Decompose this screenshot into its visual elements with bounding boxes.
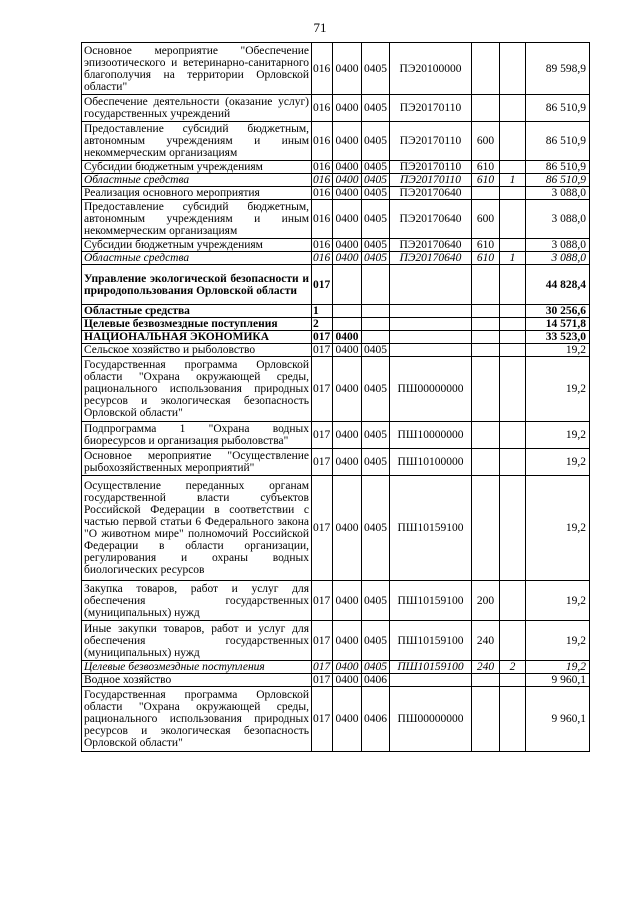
section-code-cell: 0400 — [333, 344, 362, 357]
section-code-cell: 0400 — [333, 621, 362, 661]
target-article-cell: ПШ10159100 — [390, 621, 472, 661]
expense-type-cell: 600 — [472, 122, 500, 161]
amount-cell: 89 598,9 — [526, 43, 590, 95]
target-article-cell: ПЭ20170640 — [390, 187, 472, 200]
target-article-cell: ПЭ20170110 — [390, 161, 472, 174]
expense-type-cell — [472, 305, 500, 318]
subsection-code-cell: 0405 — [362, 187, 390, 200]
target-article-cell: ПШ10159100 — [390, 581, 472, 621]
row-name-cell: Закупка товаров, работ и услуг для обеспечения государственных (муниципальных) нужд — [82, 581, 312, 621]
section-code-cell: 0400 — [333, 687, 362, 752]
target-article-cell: ПЭ20170640 — [390, 239, 472, 252]
funding-source-cell — [500, 581, 526, 621]
table-row — [82, 581, 590, 621]
subsection-code-cell: 0406 — [362, 674, 390, 687]
funding-source-cell — [500, 422, 526, 449]
ved-code-cell: 017 — [312, 661, 333, 674]
subsection-code-cell: 0405 — [362, 161, 390, 174]
expense-type-cell — [472, 318, 500, 331]
subsection-code-cell — [362, 265, 390, 305]
ved-code-cell: 2 — [312, 318, 333, 331]
table-row — [82, 43, 590, 95]
row-name-cell: Основное мероприятие "Осуществление рыбохозяйственных мероприятий" — [82, 449, 312, 476]
row-name-cell: Подпрограмма 1 "Охрана водных биоресурсов и организация рыболовства" — [82, 422, 312, 449]
amount-cell: 19,2 — [526, 344, 590, 357]
target-article-cell — [390, 331, 472, 344]
row-name-cell: Целевые безвозмездные поступления — [82, 318, 312, 331]
expense-type-cell: 610 — [472, 252, 500, 265]
amount-cell: 14 571,8 — [526, 318, 590, 331]
section-code-cell: 0400 — [333, 422, 362, 449]
section-code-cell — [333, 305, 362, 318]
target-article-cell: ПЭ20170640 — [390, 200, 472, 239]
section-code-cell: 0400 — [333, 174, 362, 187]
ved-code-cell: 017 — [312, 265, 333, 305]
funding-source-cell — [500, 161, 526, 174]
section-code-cell: 0400 — [333, 331, 362, 344]
table-row — [82, 305, 590, 318]
ved-code-cell: 016 — [312, 122, 333, 161]
row-name-cell: Государственная программа Орловской области "Охрана окружающей среды, рационального использования природных ресурсов и экологическая безопасность Орловской области" — [82, 687, 312, 752]
table-row — [82, 687, 590, 752]
section-code-cell: 0400 — [333, 187, 362, 200]
row-name-cell: Областные средства — [82, 174, 312, 187]
expense-type-cell — [472, 344, 500, 357]
amount-cell: 3 088,0 — [526, 187, 590, 200]
table-row — [82, 95, 590, 122]
subsection-code-cell: 0405 — [362, 344, 390, 357]
row-name-cell: Субсидии бюджетным учреждениям — [82, 161, 312, 174]
target-article-cell: ПЭ20170640 — [390, 252, 472, 265]
target-article-cell — [390, 344, 472, 357]
target-article-cell: ПШ10100000 — [390, 449, 472, 476]
amount-cell: 9 960,1 — [526, 687, 590, 752]
target-article-cell: ПШ00000000 — [390, 357, 472, 422]
funding-source-cell — [500, 200, 526, 239]
section-code-cell: 0400 — [333, 252, 362, 265]
amount-cell: 19,2 — [526, 357, 590, 422]
funding-source-cell — [500, 331, 526, 344]
row-name-cell: Обеспечение деятельности (оказание услуг) государственных учреждений — [82, 95, 312, 122]
row-name-cell: Основное мероприятие "Обеспечение эпизоотического и ветеринарно-санитарного благополучия на территории Орловской области" — [82, 43, 312, 95]
row-name-cell: Сельское хозяйство и рыболовство — [82, 344, 312, 357]
target-article-cell: ПШ10000000 — [390, 422, 472, 449]
funding-source-cell — [500, 187, 526, 200]
amount-cell: 9 960,1 — [526, 674, 590, 687]
table-row — [82, 265, 590, 305]
table-row — [82, 422, 590, 449]
target-article-cell — [390, 318, 472, 331]
funding-source-cell — [500, 674, 526, 687]
ved-code-cell: 017 — [312, 687, 333, 752]
amount-cell: 30 256,6 — [526, 305, 590, 318]
section-code-cell: 0400 — [333, 449, 362, 476]
expense-type-cell — [472, 43, 500, 95]
row-name-cell: Целевые безвозмездные поступления — [82, 661, 312, 674]
section-code-cell: 0400 — [333, 476, 362, 581]
target-article-cell: ПШ00000000 — [390, 687, 472, 752]
section-code-cell — [333, 318, 362, 331]
section-code-cell: 0400 — [333, 161, 362, 174]
target-article-cell — [390, 265, 472, 305]
expense-type-cell — [472, 449, 500, 476]
ved-code-cell: 017 — [312, 674, 333, 687]
amount-cell: 19,2 — [526, 661, 590, 674]
target-article-cell — [390, 674, 472, 687]
expense-type-cell: 240 — [472, 621, 500, 661]
row-name-cell: Предоставление субсидий бюджетным, автономным учреждениям и иным некоммерческим организациям — [82, 122, 312, 161]
expense-type-cell: 610 — [472, 239, 500, 252]
table-row — [82, 122, 590, 161]
table-row — [82, 252, 590, 265]
ved-code-cell: 017 — [312, 344, 333, 357]
ved-code-cell: 016 — [312, 174, 333, 187]
amount-cell: 19,2 — [526, 476, 590, 581]
table-row — [82, 331, 590, 344]
ved-code-cell: 016 — [312, 161, 333, 174]
amount-cell: 33 523,0 — [526, 331, 590, 344]
ved-code-cell: 016 — [312, 95, 333, 122]
row-name-cell: Субсидии бюджетным учреждениям — [82, 239, 312, 252]
target-article-cell: ПШ10159100 — [390, 661, 472, 674]
section-code-cell: 0400 — [333, 581, 362, 621]
subsection-code-cell: 0405 — [362, 95, 390, 122]
amount-cell: 86 510,9 — [526, 174, 590, 187]
amount-cell: 86 510,9 — [526, 161, 590, 174]
funding-source-cell — [500, 122, 526, 161]
row-name-cell: Областные средства — [82, 252, 312, 265]
funding-source-cell — [500, 476, 526, 581]
expense-type-cell — [472, 331, 500, 344]
funding-source-cell — [500, 621, 526, 661]
ved-code-cell: 016 — [312, 239, 333, 252]
funding-source-cell — [500, 95, 526, 122]
funding-source-cell: 1 — [500, 252, 526, 265]
expense-type-cell: 610 — [472, 161, 500, 174]
ved-code-cell: 016 — [312, 43, 333, 95]
subsection-code-cell: 0406 — [362, 687, 390, 752]
ved-code-cell: 016 — [312, 252, 333, 265]
row-name-cell: Осуществление переданных органам государственной власти субъектов Российской Федерации в соответствии с частью первой статьи 6 Федерального закона "О животном мире" полномочий Российской Федерации в области организации, регулирования и охраны водных биологических ресурсов — [82, 476, 312, 581]
amount-cell: 19,2 — [526, 449, 590, 476]
row-name-cell: Реализация основного мероприятия — [82, 187, 312, 200]
funding-source-cell — [500, 43, 526, 95]
amount-cell: 3 088,0 — [526, 200, 590, 239]
section-code-cell: 0400 — [333, 661, 362, 674]
ved-code-cell: 017 — [312, 331, 333, 344]
subsection-code-cell: 0405 — [362, 581, 390, 621]
table-row — [82, 318, 590, 331]
row-name-cell: Иные закупки товаров, работ и услуг для обеспечения государственных (муниципальных) нужд — [82, 621, 312, 661]
funding-source-cell — [500, 357, 526, 422]
row-name-cell: Предоставление субсидий бюджетным, автономным учреждениям и иным некоммерческим организациям — [82, 200, 312, 239]
funding-source-cell: 2 — [500, 661, 526, 674]
page-number: 71 — [313, 20, 327, 35]
funding-source-cell — [500, 265, 526, 305]
ved-code-cell: 017 — [312, 621, 333, 661]
expense-type-cell: 600 — [472, 200, 500, 239]
amount-cell: 19,2 — [526, 422, 590, 449]
section-code-cell: 0400 — [333, 95, 362, 122]
subsection-code-cell: 0405 — [362, 239, 390, 252]
funding-source-cell — [500, 318, 526, 331]
row-name-cell: Управление экологической безопасности и природопользования Орловской области — [82, 265, 312, 305]
funding-source-cell — [500, 305, 526, 318]
section-code-cell: 0400 — [333, 357, 362, 422]
row-name-cell: Государственная программа Орловской области "Охрана окружающей среды, рационального использования природных ресурсов и экологическая безопасность Орловской области" — [82, 357, 312, 422]
ved-code-cell: 017 — [312, 422, 333, 449]
subsection-code-cell — [362, 318, 390, 331]
amount-cell: 19,2 — [526, 581, 590, 621]
section-code-cell: 0400 — [333, 200, 362, 239]
table-row — [82, 161, 590, 174]
table-row — [82, 357, 590, 422]
expense-type-cell — [472, 187, 500, 200]
ved-code-cell: 016 — [312, 187, 333, 200]
ved-code-cell: 017 — [312, 449, 333, 476]
expense-type-cell: 240 — [472, 661, 500, 674]
table-row — [82, 187, 590, 200]
ved-code-cell: 016 — [312, 200, 333, 239]
table-row — [82, 674, 590, 687]
target-article-cell: ПЭ20170110 — [390, 174, 472, 187]
expense-type-cell: 200 — [472, 581, 500, 621]
ved-code-cell: 017 — [312, 581, 333, 621]
subsection-code-cell: 0405 — [362, 200, 390, 239]
section-code-cell: 0400 — [333, 239, 362, 252]
expense-type-cell — [472, 357, 500, 422]
table-row — [82, 661, 590, 674]
amount-cell: 86 510,9 — [526, 122, 590, 161]
funding-source-cell: 1 — [500, 174, 526, 187]
row-name-cell: Водное хозяйство — [82, 674, 312, 687]
subsection-code-cell — [362, 305, 390, 318]
amount-cell: 19,2 — [526, 621, 590, 661]
expense-type-cell — [472, 476, 500, 581]
row-name-cell: Областные средства — [82, 305, 312, 318]
amount-cell: 44 828,4 — [526, 265, 590, 305]
section-code-cell: 0400 — [333, 674, 362, 687]
target-article-cell: ПШ10159100 — [390, 476, 472, 581]
target-article-cell: ПЭ20170110 — [390, 95, 472, 122]
table-row — [82, 449, 590, 476]
subsection-code-cell: 0405 — [362, 422, 390, 449]
subsection-code-cell: 0405 — [362, 252, 390, 265]
subsection-code-cell: 0405 — [362, 661, 390, 674]
subsection-code-cell: 0405 — [362, 621, 390, 661]
section-code-cell: 0400 — [333, 43, 362, 95]
subsection-code-cell — [362, 331, 390, 344]
ved-code-cell: 017 — [312, 476, 333, 581]
funding-source-cell — [500, 239, 526, 252]
table-row — [82, 476, 590, 581]
expense-type-cell: 610 — [472, 174, 500, 187]
subsection-code-cell: 0405 — [362, 43, 390, 95]
expense-type-cell — [472, 422, 500, 449]
table-row — [82, 621, 590, 661]
target-article-cell: ПЭ20170110 — [390, 122, 472, 161]
funding-source-cell — [500, 449, 526, 476]
ved-code-cell: 1 — [312, 305, 333, 318]
budget-table — [81, 42, 590, 752]
expense-type-cell — [472, 95, 500, 122]
subsection-code-cell: 0405 — [362, 122, 390, 161]
target-article-cell: ПЭ20100000 — [390, 43, 472, 95]
table-row — [82, 174, 590, 187]
funding-source-cell — [500, 344, 526, 357]
expense-type-cell — [472, 265, 500, 305]
table-body — [82, 43, 590, 752]
section-code-cell: 0400 — [333, 122, 362, 161]
ved-code-cell: 017 — [312, 357, 333, 422]
section-code-cell — [333, 265, 362, 305]
amount-cell: 86 510,9 — [526, 95, 590, 122]
target-article-cell — [390, 305, 472, 318]
subsection-code-cell: 0405 — [362, 357, 390, 422]
funding-source-cell — [500, 687, 526, 752]
table-row — [82, 239, 590, 252]
subsection-code-cell: 0405 — [362, 449, 390, 476]
amount-cell: 3 088,0 — [526, 252, 590, 265]
subsection-code-cell: 0405 — [362, 476, 390, 581]
expense-type-cell — [472, 687, 500, 752]
amount-cell: 3 088,0 — [526, 239, 590, 252]
subsection-code-cell: 0405 — [362, 174, 390, 187]
table-row — [82, 344, 590, 357]
table-row — [82, 200, 590, 239]
expense-type-cell — [472, 674, 500, 687]
row-name-cell: НАЦИОНАЛЬНАЯ ЭКОНОМИКА — [82, 331, 312, 344]
